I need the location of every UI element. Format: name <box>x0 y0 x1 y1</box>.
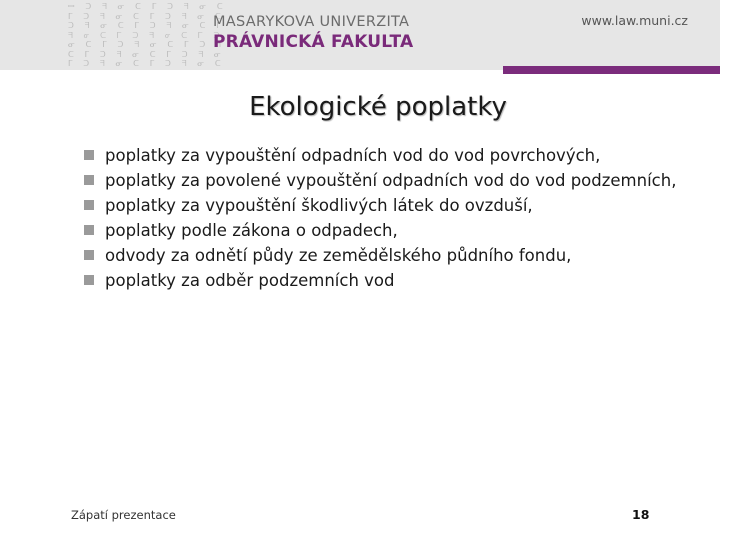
page-number: 18 <box>632 507 650 522</box>
square-bullet-icon <box>84 200 94 210</box>
square-bullet-icon <box>84 175 94 185</box>
square-bullet-icon <box>84 150 94 160</box>
bullet-text: poplatky za vypouštění škodlivých látek do ovzduší, <box>105 196 533 215</box>
bullet-item <box>84 143 694 168</box>
bullet-item <box>84 168 694 193</box>
footer-text: Zápatí prezentace <box>71 508 176 522</box>
square-bullet-icon <box>84 225 94 235</box>
slide-title: Ekologické poplatky <box>249 92 507 122</box>
header-accent-bar <box>503 66 720 74</box>
bullet-item <box>84 218 694 243</box>
bullet-text: odvody za odnětí půdy ze zemědělského půdního fondu, <box>105 246 572 265</box>
faculty-name: PRÁVNICKÁ FAKULTA <box>213 32 414 52</box>
bullet-text: poplatky za povolené vypouštění odpadních vod do vod podzemních, <box>105 171 677 190</box>
square-bullet-icon <box>84 275 94 285</box>
website-url: www.law.muni.cz <box>581 13 688 28</box>
bullet-item <box>84 193 694 218</box>
bullet-text: poplatky za vypouštění odpadních vod do vod povrchových, <box>105 146 601 165</box>
university-name: MASARYKOVA UNIVERZITA <box>213 14 410 30</box>
bullet-list <box>84 143 694 293</box>
bullet-text: poplatky podle zákona o odpadech, <box>105 221 398 240</box>
slide-header <box>0 0 720 70</box>
square-bullet-icon <box>84 250 94 260</box>
muni-pattern-logo-icon: ꟷ ᑐ ᖷ ᓂ ᑕ ᒥ ᑐ ᖷ ᓂ ᑕ ᒥ ᑐ ᖷ ᓂ ᑕ ᒥ ᑐ ᖷ ᓂ ᑕ ᑐ ᖷ ᓂ ᑕ ᒥ ᑐ ᖷ ᓂ ᑕ ᒥ ᖷ ᓂ ᑕ ᒥ ᑐ ᖷ ᓂ ᑕ ᒥ ᑐ ᓂ ᑕ ᒥ ᑐ ᖷ ᓂ ᑕ ᒥ ᑐ ᖷ ᑕ ᒥ ᑐ ᖷ ᓂ ᑕ ᒥ ᑐ ᖷ ᓂ ᒥ ᑐ ᖷ ᓂ ᑕ ᒥ ᑐ ᖷ ᓂ ᑕ <box>68 2 226 68</box>
bullet-item <box>84 268 694 293</box>
bullet-item <box>84 243 694 268</box>
bullet-text: poplatky za odběr podzemních vod <box>105 271 395 290</box>
